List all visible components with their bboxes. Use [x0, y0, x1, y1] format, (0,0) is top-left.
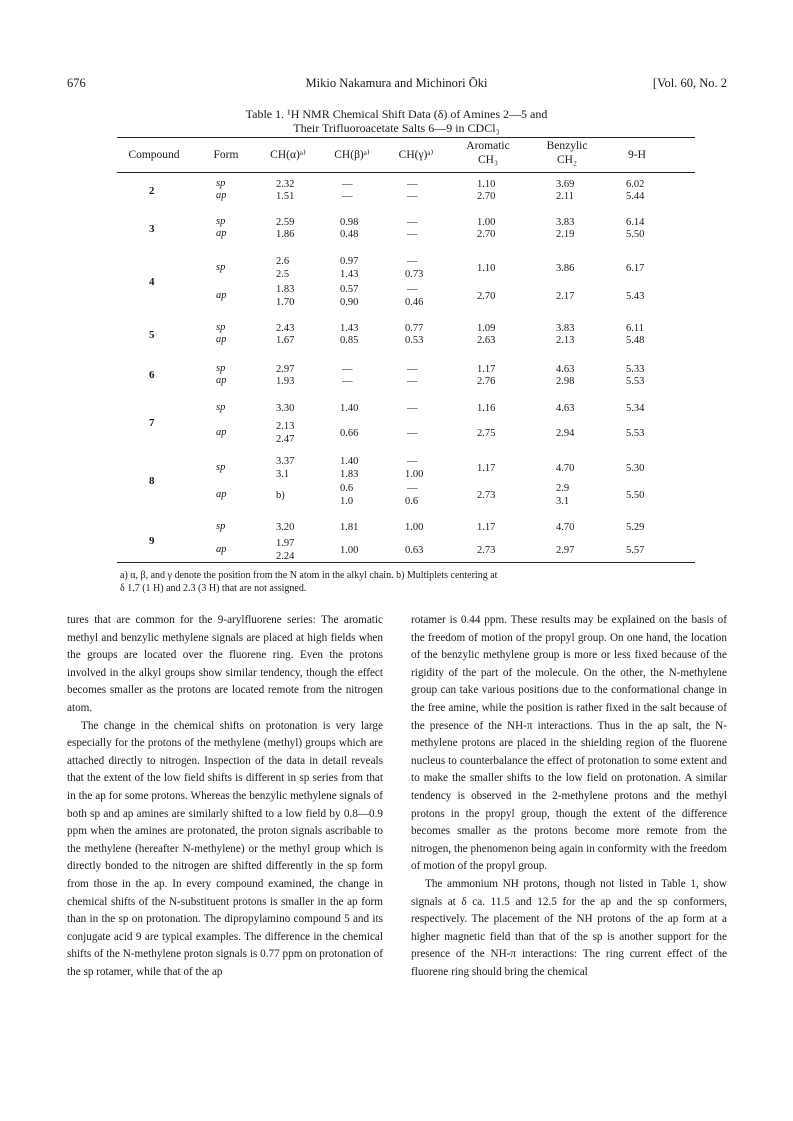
- compound-number: 3: [149, 223, 155, 235]
- cell-ch-beta: —: [342, 364, 353, 375]
- cell-benzylic: 3.1: [556, 496, 570, 507]
- cell-aromatic: 2.76: [477, 376, 496, 387]
- cell-ch-alpha: b): [276, 490, 285, 501]
- cell-ch-gamma: —: [407, 229, 418, 240]
- cell-9h: 5.43: [626, 291, 645, 302]
- cell-benzylic: 2.98: [556, 376, 575, 387]
- page-number: 676: [67, 76, 86, 90]
- cell-aromatic: 2.73: [477, 545, 496, 556]
- cell-form: ap: [216, 228, 227, 239]
- cell-ch-alpha: 3.1: [276, 469, 290, 480]
- running-head-authors: Mikio Nakamura and Michinori Ōki: [305, 76, 488, 90]
- cell-ch-beta: 1.40: [340, 456, 359, 467]
- running-head-volume: [Vol. 60, No. 2: [652, 76, 727, 90]
- cell-9h: 6.11: [626, 323, 644, 334]
- cell-form: sp: [216, 402, 226, 413]
- cell-ch-gamma: 0.73: [405, 269, 424, 280]
- header-ch-gamma: CH(γ)ᵃ⁾: [398, 149, 434, 161]
- cell-9h: 6.14: [626, 217, 645, 228]
- cell-9h: 6.02: [626, 179, 645, 190]
- left-paragraph-2: The change in the chemical shifts on protonation is very large especially for the protons of the methylene (methyl) groups which are attached directly to nitrogen. Inspection of the data in detail reveals that the extent of the low field shifts is different in sp series from that in the ap for some protons. Whereas the benzylic methylene signals of both sp and ap amines are similarly shifted to a low field by 0.8—0.9 ppm when the amines are protonated, the proton signals ascribable to the methylene (hereafter N-methylene) or the methyl group which is directly bonded to the nitrogen are shifted differently in the sp form from those in the ap. In every compound examined, the change in chemical shifts of the N-substituent protons is smaller in the ap form than in the sp on protonation. The dipropylamino compound 5 and its conjugate acid 9 are typical examples. The difference in the chemical shifts of the N-methylene proton signals is 0.77 ppm on protonation of the sp rotamer, while that of the ap: [67, 719, 383, 978]
- cell-form: sp: [216, 462, 226, 473]
- cell-ch-beta: 0.85: [340, 335, 359, 346]
- cell-ch-alpha: 3.20: [276, 522, 295, 533]
- cell-form: sp: [216, 262, 226, 273]
- cell-ch-gamma: 0.46: [405, 297, 424, 308]
- cell-ch-gamma: —: [407, 403, 418, 414]
- cell-ch-alpha: 1.86: [276, 229, 295, 240]
- cell-benzylic: 2.9: [556, 483, 570, 494]
- cell-benzylic: 2.11: [556, 191, 574, 202]
- header-9h: 9-H: [628, 149, 646, 161]
- cell-9h: 5.53: [626, 428, 645, 439]
- header-compound: Compound: [128, 149, 180, 161]
- cell-form: sp: [216, 178, 226, 189]
- cell-ch-alpha: 2.32: [276, 179, 295, 190]
- cell-benzylic: 2.94: [556, 428, 575, 439]
- cell-benzylic: 4.70: [556, 522, 575, 533]
- cell-form: sp: [216, 216, 226, 227]
- cell-ch-alpha: 2.97: [276, 364, 295, 375]
- cell-form: ap: [216, 489, 227, 500]
- cell-ch-beta: 1.00: [340, 545, 359, 556]
- cell-aromatic: 2.70: [477, 229, 496, 240]
- cell-ch-beta: 0.97: [340, 256, 359, 267]
- cell-ch-beta: —: [342, 376, 353, 387]
- cell-ch-gamma: —: [407, 364, 418, 375]
- cell-ch-beta: 1.43: [340, 269, 359, 280]
- cell-ch-gamma: —: [407, 179, 418, 190]
- table-caption-line2: Their Trifluoroacetate Salts 6—9 in CDCl₃: [293, 121, 500, 135]
- cell-ch-beta: 0.98: [340, 217, 359, 228]
- cell-aromatic: 2.70: [477, 191, 496, 202]
- cell-form: ap: [216, 334, 227, 345]
- cell-ch-beta: 0.66: [340, 428, 359, 439]
- cell-9h: 5.30: [626, 463, 645, 474]
- table-footnote-2: δ 1.7 (1 H) and 2.3 (3 H) that are not assigned.: [120, 583, 307, 594]
- right-column: [411, 612, 727, 981]
- cell-ch-gamma: —: [407, 483, 418, 494]
- cell-ch-alpha: 1.83: [276, 284, 295, 295]
- cell-ch-beta: 0.90: [340, 297, 359, 308]
- table-top-rule: [117, 137, 695, 138]
- cell-benzylic: 4.70: [556, 463, 575, 474]
- cell-ch-gamma: 0.53: [405, 335, 424, 346]
- cell-benzylic: 4.63: [556, 403, 575, 414]
- cell-ch-gamma: —: [407, 191, 418, 202]
- cell-9h: 5.53: [626, 376, 645, 387]
- cell-aromatic: 2.73: [477, 490, 496, 501]
- cell-ch-alpha: 2.24: [276, 551, 295, 562]
- cell-aromatic: 2.75: [477, 428, 496, 439]
- cell-ch-alpha: 2.13: [276, 421, 295, 432]
- cell-ch-beta: 0.6: [340, 483, 354, 494]
- cell-9h: 5.29: [626, 522, 645, 533]
- cell-ch-gamma: 1.00: [405, 522, 424, 533]
- header-benzylic: Benzylic: [546, 140, 588, 152]
- left-paragraph-1: tures that are common for the 9-arylfluorene series: The aromatic methyl and benzylic methylene signals are placed at high fields when the groups are located over the fluorene ring. Even the protons involved in the alkyl groups show similar tendency, though the effect becomes smaller as the protons are located remote from the nitrogen atom.: [67, 614, 383, 714]
- cell-ch-gamma: —: [407, 284, 418, 295]
- cell-benzylic: 4.63: [556, 364, 575, 375]
- cell-aromatic: 1.10: [477, 179, 496, 190]
- cell-ch-alpha: 2.6: [276, 256, 290, 267]
- compound-number: 6: [149, 369, 155, 381]
- cell-ch-gamma: —: [407, 428, 418, 439]
- cell-form: ap: [216, 375, 227, 386]
- cell-aromatic: 1.17: [477, 463, 496, 474]
- cell-ch-alpha: 2.5: [276, 269, 290, 280]
- cell-benzylic: 2.19: [556, 229, 575, 240]
- cell-9h: 5.50: [626, 229, 645, 240]
- cell-benzylic: 3.86: [556, 263, 575, 274]
- cell-ch-alpha: 3.37: [276, 456, 295, 467]
- cell-9h: 5.34: [626, 403, 645, 414]
- cell-9h: 5.57: [626, 545, 645, 556]
- cell-ch-gamma: —: [407, 217, 418, 228]
- cell-ch-beta: 1.83: [340, 469, 359, 480]
- left-column: [67, 612, 383, 981]
- cell-form: ap: [216, 290, 227, 301]
- header-aromatic-ch3: CH₃: [478, 154, 498, 166]
- compound-number: 7: [149, 417, 155, 429]
- cell-benzylic: 2.97: [556, 545, 575, 556]
- cell-benzylic: 2.17: [556, 291, 575, 302]
- right-paragraph-2: The ammonium NH protons, though not listed in Table 1, show signals at δ ca. 11.5 and 12.5 for the ap and the sp conformers, respectively. The placement of the NH protons of the ap form at a higher magnetic field than that of the sp is another support for the presence of the NH-π interactions: The ring current effect of the fluorene ring should bring the chemical: [411, 877, 727, 978]
- cell-aromatic: 1.09: [477, 323, 496, 334]
- cell-ch-alpha: 1.97: [276, 538, 295, 549]
- header-ch-beta: CH(β)ᵃ⁾: [334, 149, 370, 161]
- cell-benzylic: 3.69: [556, 179, 575, 190]
- cell-ch-gamma: —: [407, 376, 418, 387]
- cell-aromatic: 1.00: [477, 217, 496, 228]
- cell-form: sp: [216, 521, 226, 532]
- cell-form: ap: [216, 544, 227, 555]
- cell-form: ap: [216, 190, 227, 201]
- cell-form: sp: [216, 363, 226, 374]
- cell-9h: 5.33: [626, 364, 645, 375]
- cell-ch-alpha: 2.43: [276, 323, 295, 334]
- cell-ch-alpha: 1.67: [276, 335, 295, 346]
- cell-ch-beta: —: [342, 179, 353, 190]
- cell-form: ap: [216, 427, 227, 438]
- cell-ch-alpha: 2.59: [276, 217, 295, 228]
- cell-form: sp: [216, 322, 226, 333]
- cell-ch-beta: —: [342, 191, 353, 202]
- cell-ch-alpha: 1.51: [276, 191, 295, 202]
- compound-number: 8: [149, 475, 155, 487]
- table-caption-line1: Table 1. ¹H NMR Chemical Shift Data (δ) of Amines 2—5 and: [245, 107, 548, 121]
- table-header-rule: [117, 172, 695, 173]
- cell-ch-gamma: —: [407, 456, 418, 467]
- table-bottom-rule: [117, 562, 695, 563]
- cell-ch-beta: 1.43: [340, 323, 359, 334]
- cell-ch-beta: 0.48: [340, 229, 359, 240]
- cell-aromatic: 2.70: [477, 291, 496, 302]
- cell-ch-beta: 1.40: [340, 403, 359, 414]
- compound-number: 4: [149, 276, 155, 288]
- cell-9h: 5.48: [626, 335, 645, 346]
- header-ch-alpha: CH(α)ᵃ⁾: [270, 149, 306, 161]
- cell-aromatic: 2.63: [477, 335, 496, 346]
- header-aromatic: Aromatic: [466, 140, 510, 152]
- cell-9h: 6.17: [626, 263, 645, 274]
- cell-aromatic: 1.17: [477, 522, 496, 533]
- cell-ch-gamma: 1.00: [405, 469, 424, 480]
- cell-benzylic: 3.83: [556, 323, 575, 334]
- cell-ch-alpha: 1.70: [276, 297, 295, 308]
- right-paragraph-1: rotamer is 0.44 ppm. These results may be explained on the basis of the freedom of motion of the propyl group. On one hand, the location of the benzylic methylene group is more or less fixed because of the rigidity of the part of the molecule. On the other, the N-methylene group can take various positions due to the conformational change in the free amine, while the position is rather fixed in the salt because of the presence of the NH-π interactions. Thus in the ap salt, the N-methylene protons are placed in the shielding region of the fluorene nucleus to counterbalance the effect of protonation to some extent and to make the smaller shifts to the low field on protonation. A similar tendency is observed in the 2-methylene protons and the methyl protons in the propyl group, though the extent of the difference becomes smaller as the protons become more remote from the nitrogen, the phenomenon being again in conformity with the freedom of motion of the propyl group.: [411, 614, 727, 873]
- cell-ch-alpha: 1.93: [276, 376, 295, 387]
- cell-ch-gamma: 0.6: [405, 496, 419, 507]
- header-benzylic-ch2: CH₂: [557, 154, 577, 166]
- cell-ch-gamma: 0.63: [405, 545, 424, 556]
- compound-number: 2: [149, 185, 155, 197]
- cell-aromatic: 1.16: [477, 403, 496, 414]
- cell-ch-beta: 0.57: [340, 284, 359, 295]
- compound-number: 9: [149, 535, 155, 547]
- cell-ch-beta: 1.81: [340, 522, 359, 533]
- cell-ch-gamma: —: [407, 256, 418, 267]
- compound-number: 5: [149, 329, 155, 341]
- cell-aromatic: 1.17: [477, 364, 496, 375]
- cell-benzylic: 2.13: [556, 335, 575, 346]
- cell-benzylic: 3.83: [556, 217, 575, 228]
- cell-ch-beta: 1.0: [340, 496, 354, 507]
- cell-aromatic: 1.10: [477, 263, 496, 274]
- cell-ch-alpha: 3.30: [276, 403, 295, 414]
- cell-ch-gamma: 0.77: [405, 323, 424, 334]
- header-form: Form: [213, 149, 239, 161]
- cell-ch-alpha: 2.47: [276, 434, 295, 445]
- cell-9h: 5.44: [626, 191, 645, 202]
- table-footnote-1: a) α, β, and γ denote the position from the N atom in the alkyl chain. b) Multiplets centering at: [120, 570, 498, 581]
- cell-9h: 5.50: [626, 490, 645, 501]
